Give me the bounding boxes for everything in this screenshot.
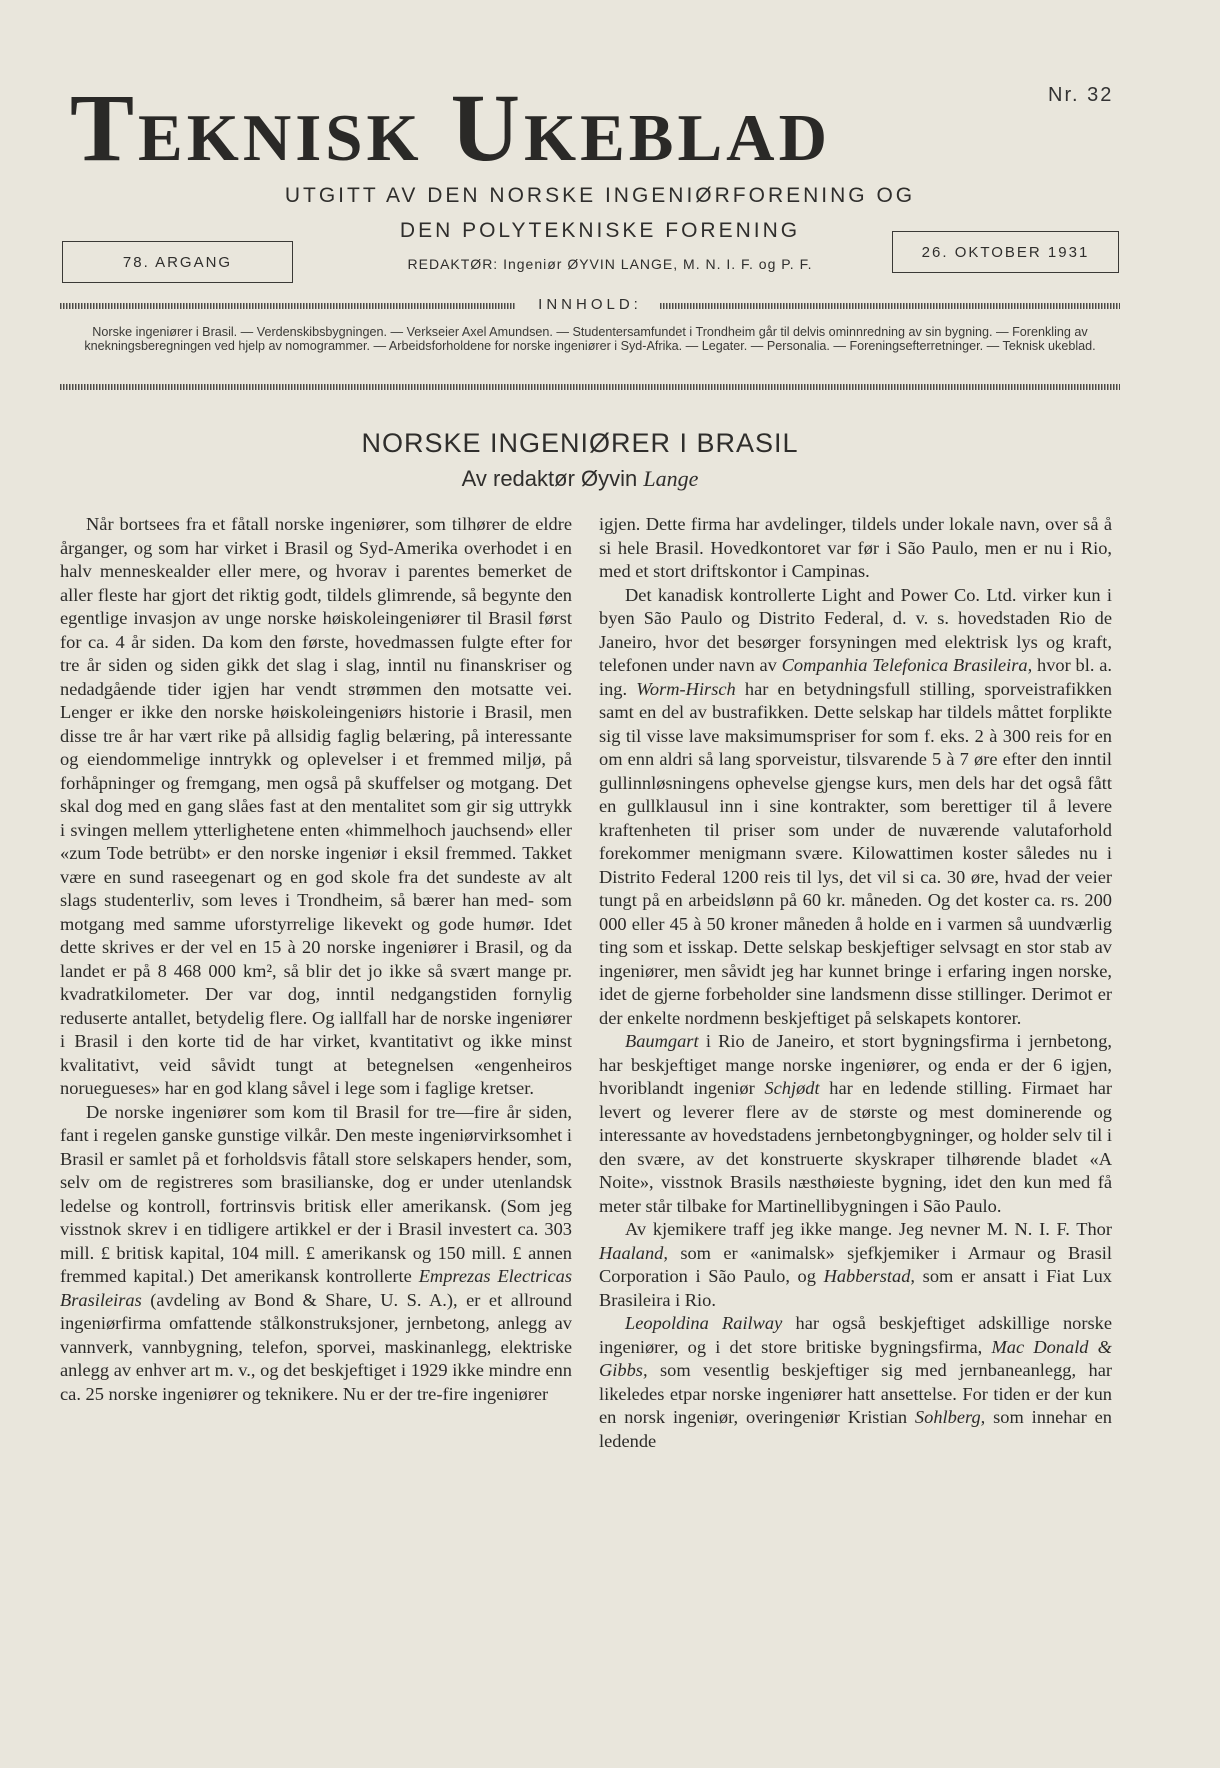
toc-rule-left [60,303,515,309]
editor-line: REDAKTØR: Ingeniør ØYVIN LANGE, M. N. I. F. og P. F. [407,256,813,272]
article-column-right [599,513,1112,1453]
toc-rule-bottom [60,384,1120,390]
volume-label: 78. ARGANG [122,253,233,271]
issue-date: 26. OKTOBER 1931 [921,243,1090,261]
publisher-line-1: UTGITT AV DEN NORSKE INGENIØRFORENING OG [284,184,916,207]
paragraph: Leopoldina Railway har også beskjeftiget adskillige norske ingeniører, og i det store britiske bygningsfirma, Mac Donald & Gibbs, som vesentlig beskjeftiger sig med jernbaneanlegg, har likeledes etpar norske ingeniører hatt ansettelse. For tiden er der kun en norsk ingeniør, overingeniør Kristian Sohlberg, som innehar en ledende [599,1313,1113,1451]
toc-rule-right [660,303,1120,309]
paragraph: Av kjemikere traff jeg ikke mange. Jeg nevner M. N. I. F. Thor Haaland, som er «animalsk» sjefkjemiker i Armaur og Brasil Corporation i São Paulo, og Habberstad, som er ansatt i Fiat Lux Brasileira i Rio. [599,1219,1112,1310]
paragraph: igjen. Dette firma har avdelinger, tildels under lokale navn, over så å si hele Brasil. Hovedkontoret var før i São Paulo, men er nu i Rio, med et stort driftskontor i Campinas. [599,514,1112,581]
paragraph: De norske ingeniører som kom til Brasil for tre—fire år siden, fant i regelen ganske gunstige vilkår. Den meste ingeniørvirksomhet i Brasil er samlet på et forholdsvis fåtall store selskapers hender, som, selv om de registreres som brasilianske, dog er under utenlandsk ledelse og kontroll, fortrinsvis britisk eller amerikansk. (Som jeg visstnok skrev i en tidligere artikkel er der i Brasil investert ca. 303 mill. £ britisk kapital, 104 mill. £ amerikansk og 150 mill. £ annen fremmed kapital.) Det amerikansk kontrollerte Emprezas Electricas Brasileiras (avdeling av Bond & Share, U. S. A.), er et allround ingeniørfirma omfattende stålkonstruksjoner, jernbetong, anlegg av vannverk, vannbygning, telefon, sporvei, maskinanlegg, elektriske anlegg av enhver art m. v., og det beskjeftiget i 1929 ikke mindre enn ca. 25 norske ingeniører og teknikere. Nu er der tre-fire ingeniører [60,1101,573,1404]
article-title: NORSKE INGENIØRER I BRASIL [361,428,799,458]
article-byline [380,466,780,492]
date-box [892,231,1119,273]
byline-prefix: Av redaktør Øyvin [461,466,638,491]
publisher-line-2: DEN POLYTEKNISKE FORENING [399,219,801,242]
paragraph: Det kanadisk kontrollerte Light and Power Co. Ltd. virker kun i byen São Paulo og Distrito Federal, d. v. s. hovedstaden Rio de Janeiro, hvor det besørger forsyningen med elektrisk lys og kraft, telefonen under navn av Companhia Telefonica Brasileira, hvor bl. a. ing. Worm-Hirsch har en betydningsfull stilling, sporveistrafikken samt en del av bustrafikken. Dette selskap har tildels måttet forplikte sig til visse lave maksimumspriser for som f. eks. 2 à 300 reis for en om enn aldri så lang sporveistur, tilsvarende 5 à 7 øre efter den inntil gullinnløsningens ophevelse gjengse kurs, men dels har det også fått en gullklausul inn i sine kontrakter, som berettiger til å levere kraftenheten til priser som under de nuværende valutaforhold forekommer menigmann svære. Kilowattimen koster således nu i Distrito Federal 1200 reis til lys, det vil si ca. 30 øre, hvad der veier tungt på en arbeidslønn på 60 kr. måneden. Og det koster ca. rs. 200 000 eller 45 à 50 kroner måneden å holde en i varmen så uundværlig ting som et isskap. Dette selskap beskjeftiger selvsagt en stor stab av ingeniører, men såvidt jeg har kunnet bringe i erfaring ingen norske, idet de gjerne forbeholder sine landsmenn disse stillinger. Derimot er der enkelte nordmenn beskjeftiget på selskapets kontorer. [599,584,1112,1028]
toc-text: Norske ingeniører i Brasil. — Verdenskibsbygningen. — Verkseier Axel Amundsen. — Studentersamfundet i Trondheim går til delvis ominnredning av sin bygning. — Forenkling av knekningsberegningen ved hjelp av nomogrammer. — Arbeidsforholdene for norske ingeniører i Syd-Afrika. — Legater. — Personalia. — Foreningsefterretninger. — Teknisk ukeblad. [84,325,1096,353]
byline-name: Lange [643,466,699,491]
article-column-left [60,513,572,1406]
paragraph: Baumgart i Rio de Janeiro, et stort bygningsfirma i jernbetong, har beskjeftiget mange norske ingeniører, og enda er der 6 igjen, hvoriblandt ingeniør Schjødt har en ledende stilling. Firmaet har levert og leverer flere av de største og mest dominerende og interessante av hovedstadens jernbetongbygninger, og holder selv til i den svære, av det konstruerte skyskraper tilhørende bladet «A Noite», visstnok Brasils næsthøieste bygning, idet den kun med få meter står tilbake for Martinellibygningen i São Paulo. [599,1031,1112,1216]
toc-label: INNHOLD: [538,296,642,313]
volume-box [62,241,293,283]
issue-number: Nr. 32 [1048,84,1114,106]
paragraph: Når bortsees fra et fåtall norske ingeniører, som tilhører de eldre årganger, og som har virket i Brasil og Syd-Amerika overhodet i en halv menneskealder eller mere, og hvorav i parentes bemerket de aller fleste har gjort det riktig godt, tildels glimrende, så begynte den egentlige invasjon av unge norske høiskoleingeniører til Brasil først for ca. 4 år siden. Da kom den første, hovedmassen fulgte efter for tre år siden og siden gikk det slag i slag, inntil nu finanskriser og nedadgående tider igjen har vendt strømmen den motsatte vei. Lenger er ikke den norske høiskoleingeniørs historie i Brasil, men disse tre år har vært rike på allsidig faglig belæring, på interessante og eiendommelige inntrykk og oplevelser i et fremmed miljø, på forhåpninger og fremgang, men også på skuffelser og motgang. Det skal dog med en gang slåes fast at den mentalitet som gir sig uttrykk i svingen mellem ytterlighetene enten «himmelhoch jauchsend» eller «zum Tode betrübt» er den norske ingeniør i eksil fremmed. Takket være en sund raseegenart og en god skole fra det sundeste av alt slags studenterliv, som leves i Trondheim, så bærer han med- som motgang med samme uforstyrrelige likevekt og gode humør. Idet dette skrives er der vel en 15 à 20 norske ingeniører i Brasil, og da landet er på 8 468 000 km², så blir det jo ikke så svært mange pr. kvadratkilometer. Der var dog, inntil nedgangstiden fornylig reduserte antallet, betydelig flere. Og iallfall har de norske ingeniører i Brasil i den korte tid de har virket, kvantitativt og ikke minst kvalitativt, veid såvidt tungt at betegnelsen «engenheiros noruegueses» har en god klang såvel i lege som i faglige kretser. [60,514,572,1098]
masthead-title: Teknisk Ukeblad [70,74,831,181]
